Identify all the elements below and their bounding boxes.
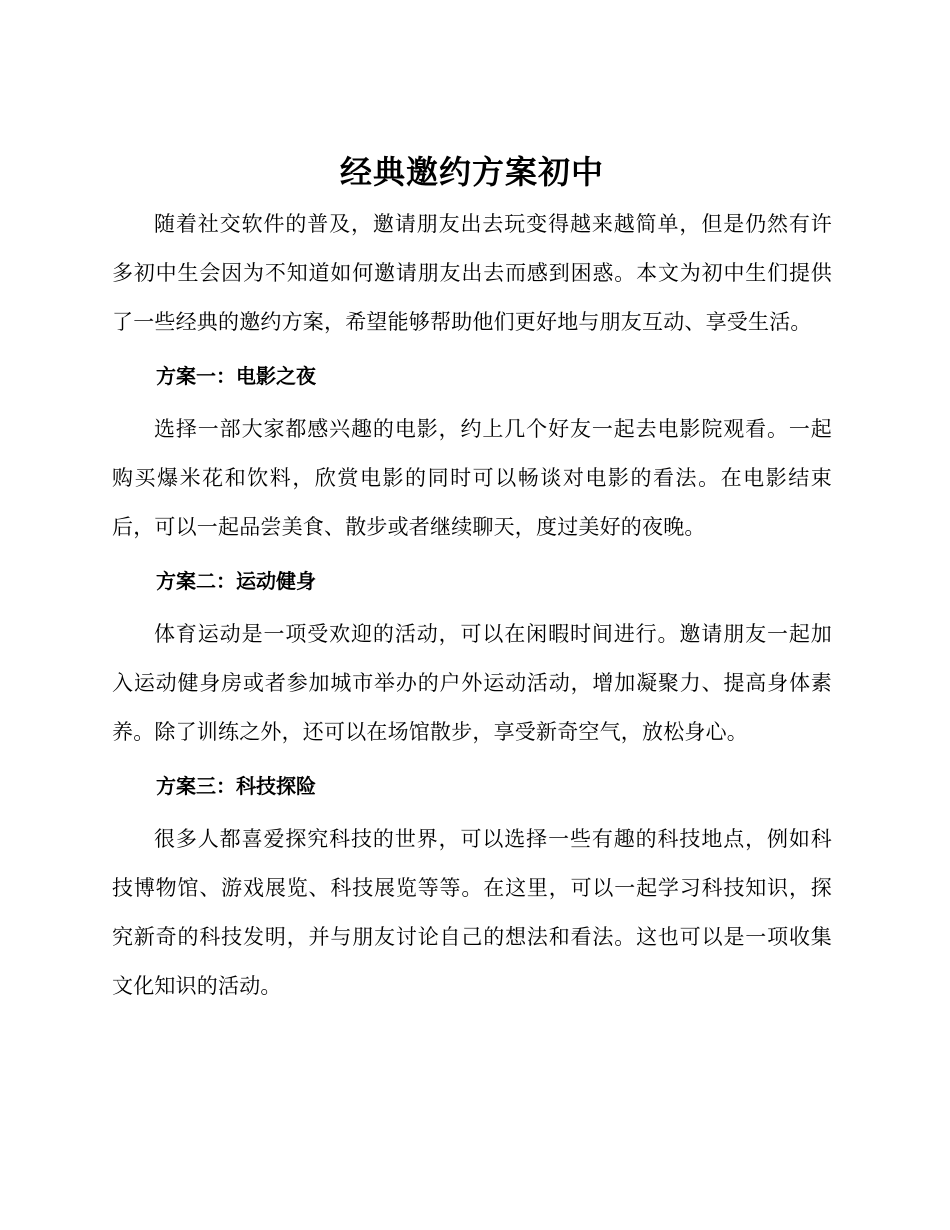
section-heading: 方案三：科技探险 <box>156 774 316 798</box>
section-paragraph: 很多人都喜爱探究科技的世界，可以选择一些有趣的科技地点，例如科技博物馆、游戏展览、科技展览等等。在这里，可以一起学习科技知识，探究新奇的科技发明，并与朋友讨论自己的想法和看法。这也可以是一项收集文化知识的活动。 <box>112 827 832 998</box>
section-paragraph: 体育运动是一项受欢迎的活动，可以在闲暇时间进行。邀请朋友一起加入运动健身房或者参加城市举办的户外运动活动，增加凝聚力、提高身体素养。除了训练之外，还可以在场馆散步，享受新奇空气，放松身心。 <box>112 622 832 744</box>
document-title: 经典邀约方案初中 <box>339 153 604 191</box>
section-tech-adventure <box>112 766 832 1011</box>
section-heading: 方案二：运动健身 <box>156 569 316 593</box>
intro-paragraph: 随着社交软件的普及，邀请朋友出去玩变得越来越简单，但是仍然有许多初中生会因为不知道如何邀请朋友出去而感到困惑。本文为初中生们提供了一些经典的邀约方案，希望能够帮助他们更好地与朋友互动、享受生活。 <box>112 212 832 334</box>
section-heading: 方案一：电影之夜 <box>156 364 316 388</box>
document-page <box>112 150 832 1011</box>
section-sports-fitness <box>112 561 832 757</box>
section-paragraph: 选择一部大家都感兴趣的电影，约上几个好友一起去电影院观看。一起购买爆米花和饮料，欣赏电影的同时可以畅谈对电影的看法。在电影结束后，可以一起品尝美食、散步或者继续聊天，度过美好的夜晚。 <box>112 417 832 539</box>
section-movie-night <box>112 356 832 552</box>
